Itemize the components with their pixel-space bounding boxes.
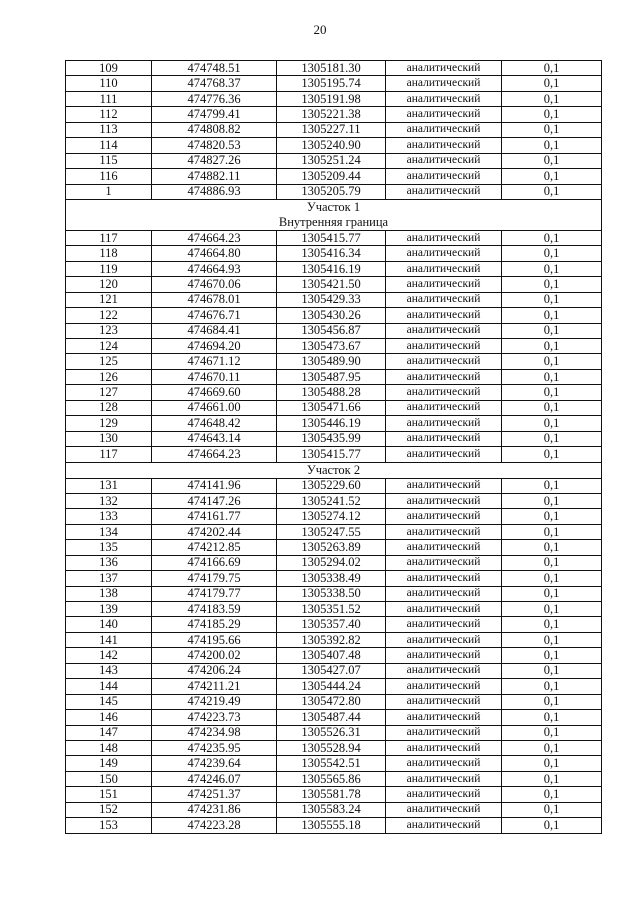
y-coordinate-cell: 1305357.40 bbox=[277, 617, 386, 632]
point-number-cell: 111 bbox=[66, 91, 152, 106]
x-coordinate-cell: 474185.29 bbox=[152, 617, 277, 632]
table-row bbox=[66, 76, 602, 91]
table-row bbox=[66, 478, 602, 493]
accuracy-cell: 0,1 bbox=[502, 756, 602, 771]
x-coordinate-cell: 474223.28 bbox=[152, 818, 277, 833]
method-cell: аналитический bbox=[386, 76, 502, 91]
y-coordinate-cell: 1305338.49 bbox=[277, 571, 386, 586]
y-coordinate-cell: 1305263.89 bbox=[277, 540, 386, 555]
method-cell: аналитический bbox=[386, 323, 502, 338]
coordinates-table-body bbox=[66, 61, 602, 834]
table-row bbox=[66, 632, 602, 647]
point-number-cell: 113 bbox=[66, 122, 152, 137]
table-row bbox=[66, 694, 602, 709]
method-cell: аналитический bbox=[386, 169, 502, 184]
y-coordinate-cell: 1305429.33 bbox=[277, 292, 386, 307]
method-cell: аналитический bbox=[386, 663, 502, 678]
table-row bbox=[66, 277, 602, 292]
accuracy-cell: 0,1 bbox=[502, 648, 602, 663]
point-number-cell: 109 bbox=[66, 61, 152, 76]
x-coordinate-cell: 474195.66 bbox=[152, 632, 277, 647]
method-cell: аналитический bbox=[386, 431, 502, 446]
accuracy-cell: 0,1 bbox=[502, 771, 602, 786]
point-number-cell: 136 bbox=[66, 555, 152, 570]
y-coordinate-cell: 1305416.19 bbox=[277, 261, 386, 276]
method-cell: аналитический bbox=[386, 61, 502, 76]
method-cell: аналитический bbox=[386, 555, 502, 570]
x-coordinate-cell: 474235.95 bbox=[152, 740, 277, 755]
accuracy-cell: 0,1 bbox=[502, 122, 602, 137]
table-row bbox=[66, 354, 602, 369]
point-number-cell: 152 bbox=[66, 802, 152, 817]
x-coordinate-cell: 474206.24 bbox=[152, 663, 277, 678]
point-number-cell: 138 bbox=[66, 586, 152, 601]
point-number-cell: 114 bbox=[66, 138, 152, 153]
table-row bbox=[66, 617, 602, 632]
table-row bbox=[66, 339, 602, 354]
table-row bbox=[66, 292, 602, 307]
table-row bbox=[66, 710, 602, 725]
y-coordinate-cell: 1305456.87 bbox=[277, 323, 386, 338]
method-cell: аналитический bbox=[386, 648, 502, 663]
point-number-cell: 128 bbox=[66, 400, 152, 415]
x-coordinate-cell: 474768.37 bbox=[152, 76, 277, 91]
method-cell: аналитический bbox=[386, 802, 502, 817]
method-cell: аналитический bbox=[386, 694, 502, 709]
accuracy-cell: 0,1 bbox=[502, 292, 602, 307]
table-row bbox=[66, 369, 602, 384]
accuracy-cell: 0,1 bbox=[502, 385, 602, 400]
x-coordinate-cell: 474694.20 bbox=[152, 339, 277, 354]
y-coordinate-cell: 1305294.02 bbox=[277, 555, 386, 570]
y-coordinate-cell: 1305351.52 bbox=[277, 602, 386, 617]
x-coordinate-cell: 474212.85 bbox=[152, 540, 277, 555]
table-row bbox=[66, 555, 602, 570]
accuracy-cell: 0,1 bbox=[502, 230, 602, 245]
y-coordinate-cell: 1305251.24 bbox=[277, 153, 386, 168]
x-coordinate-cell: 474820.53 bbox=[152, 138, 277, 153]
point-number-cell: 147 bbox=[66, 725, 152, 740]
x-coordinate-cell: 474179.75 bbox=[152, 571, 277, 586]
x-coordinate-cell: 474231.86 bbox=[152, 802, 277, 817]
accuracy-cell: 0,1 bbox=[502, 617, 602, 632]
accuracy-cell: 0,1 bbox=[502, 400, 602, 415]
table-row bbox=[66, 725, 602, 740]
accuracy-cell: 0,1 bbox=[502, 509, 602, 524]
accuracy-cell: 0,1 bbox=[502, 308, 602, 323]
y-coordinate-cell: 1305542.51 bbox=[277, 756, 386, 771]
x-coordinate-cell: 474664.23 bbox=[152, 447, 277, 462]
x-coordinate-cell: 474808.82 bbox=[152, 122, 277, 137]
y-coordinate-cell: 1305555.18 bbox=[277, 818, 386, 833]
table-row bbox=[66, 385, 602, 400]
point-number-cell: 124 bbox=[66, 339, 152, 354]
accuracy-cell: 0,1 bbox=[502, 571, 602, 586]
x-coordinate-cell: 474661.00 bbox=[152, 400, 277, 415]
point-number-cell: 145 bbox=[66, 694, 152, 709]
y-coordinate-cell: 1305407.48 bbox=[277, 648, 386, 663]
x-coordinate-cell: 474748.51 bbox=[152, 61, 277, 76]
y-coordinate-cell: 1305209.44 bbox=[277, 169, 386, 184]
method-cell: аналитический bbox=[386, 740, 502, 755]
table-row bbox=[66, 61, 602, 76]
point-number-cell: 129 bbox=[66, 416, 152, 431]
y-coordinate-cell: 1305205.79 bbox=[277, 184, 386, 199]
accuracy-cell: 0,1 bbox=[502, 787, 602, 802]
table-row bbox=[66, 818, 602, 833]
x-coordinate-cell: 474776.36 bbox=[152, 91, 277, 106]
table-row bbox=[66, 679, 602, 694]
y-coordinate-cell: 1305421.50 bbox=[277, 277, 386, 292]
x-coordinate-cell: 474882.11 bbox=[152, 169, 277, 184]
accuracy-cell: 0,1 bbox=[502, 246, 602, 261]
y-coordinate-cell: 1305338.50 bbox=[277, 586, 386, 601]
table-row bbox=[66, 169, 602, 184]
accuracy-cell: 0,1 bbox=[502, 524, 602, 539]
table-row bbox=[66, 261, 602, 276]
section-title: Участок 1 bbox=[306, 199, 361, 214]
point-number-cell: 153 bbox=[66, 818, 152, 833]
accuracy-cell: 0,1 bbox=[502, 138, 602, 153]
point-number-cell: 139 bbox=[66, 602, 152, 617]
method-cell: аналитический bbox=[386, 787, 502, 802]
point-number-cell: 135 bbox=[66, 540, 152, 555]
section-header-cell bbox=[66, 462, 602, 478]
method-cell: аналитический bbox=[386, 292, 502, 307]
point-number-cell: 118 bbox=[66, 246, 152, 261]
accuracy-cell: 0,1 bbox=[502, 323, 602, 338]
point-number-cell: 123 bbox=[66, 323, 152, 338]
accuracy-cell: 0,1 bbox=[502, 586, 602, 601]
point-number-cell: 132 bbox=[66, 493, 152, 508]
method-cell: аналитический bbox=[386, 540, 502, 555]
accuracy-cell: 0,1 bbox=[502, 416, 602, 431]
point-number-cell: 115 bbox=[66, 153, 152, 168]
x-coordinate-cell: 474664.23 bbox=[152, 230, 277, 245]
section-header-row bbox=[66, 199, 602, 230]
point-number-cell: 134 bbox=[66, 524, 152, 539]
y-coordinate-cell: 1305488.28 bbox=[277, 385, 386, 400]
y-coordinate-cell: 1305565.86 bbox=[277, 771, 386, 786]
y-coordinate-cell: 1305471.66 bbox=[277, 400, 386, 415]
method-cell: аналитический bbox=[386, 308, 502, 323]
table-row bbox=[66, 493, 602, 508]
method-cell: аналитический bbox=[386, 447, 502, 462]
y-coordinate-cell: 1305526.31 bbox=[277, 725, 386, 740]
accuracy-cell: 0,1 bbox=[502, 107, 602, 122]
accuracy-cell: 0,1 bbox=[502, 740, 602, 755]
accuracy-cell: 0,1 bbox=[502, 431, 602, 446]
x-coordinate-cell: 474648.42 bbox=[152, 416, 277, 431]
y-coordinate-cell: 1305181.30 bbox=[277, 61, 386, 76]
table-row bbox=[66, 246, 602, 261]
point-number-cell: 141 bbox=[66, 632, 152, 647]
point-number-cell: 116 bbox=[66, 169, 152, 184]
y-coordinate-cell: 1305241.52 bbox=[277, 493, 386, 508]
accuracy-cell: 0,1 bbox=[502, 153, 602, 168]
point-number-cell: 144 bbox=[66, 679, 152, 694]
accuracy-cell: 0,1 bbox=[502, 710, 602, 725]
method-cell: аналитический bbox=[386, 818, 502, 833]
x-coordinate-cell: 474202.44 bbox=[152, 524, 277, 539]
x-coordinate-cell: 474246.07 bbox=[152, 771, 277, 786]
accuracy-cell: 0,1 bbox=[502, 447, 602, 462]
method-cell: аналитический bbox=[386, 122, 502, 137]
y-coordinate-cell: 1305416.34 bbox=[277, 246, 386, 261]
section-title: Внутренняя граница bbox=[278, 214, 389, 229]
x-coordinate-cell: 474676.71 bbox=[152, 308, 277, 323]
table-row bbox=[66, 648, 602, 663]
accuracy-cell: 0,1 bbox=[502, 632, 602, 647]
x-coordinate-cell: 474161.77 bbox=[152, 509, 277, 524]
table-row bbox=[66, 323, 602, 338]
y-coordinate-cell: 1305581.78 bbox=[277, 787, 386, 802]
x-coordinate-cell: 474684.41 bbox=[152, 323, 277, 338]
section-header-cell bbox=[66, 199, 602, 230]
point-number-cell: 126 bbox=[66, 369, 152, 384]
method-cell: аналитический bbox=[386, 617, 502, 632]
point-number-cell: 150 bbox=[66, 771, 152, 786]
point-number-cell: 149 bbox=[66, 756, 152, 771]
x-coordinate-cell: 474147.26 bbox=[152, 493, 277, 508]
y-coordinate-cell: 1305430.26 bbox=[277, 308, 386, 323]
point-number-cell: 146 bbox=[66, 710, 152, 725]
y-coordinate-cell: 1305446.19 bbox=[277, 416, 386, 431]
x-coordinate-cell: 474678.01 bbox=[152, 292, 277, 307]
point-number-cell: 151 bbox=[66, 787, 152, 802]
table-row bbox=[66, 756, 602, 771]
table-row bbox=[66, 91, 602, 106]
y-coordinate-cell: 1305487.44 bbox=[277, 710, 386, 725]
x-coordinate-cell: 474671.12 bbox=[152, 354, 277, 369]
table-row bbox=[66, 431, 602, 446]
y-coordinate-cell: 1305229.60 bbox=[277, 478, 386, 493]
x-coordinate-cell: 474669.60 bbox=[152, 385, 277, 400]
page-number: 20 bbox=[313, 22, 327, 37]
method-cell: аналитический bbox=[386, 571, 502, 586]
table-row bbox=[66, 509, 602, 524]
table-row bbox=[66, 138, 602, 153]
table-row bbox=[66, 602, 602, 617]
coordinates-table bbox=[65, 60, 602, 834]
section-title: Участок 2 bbox=[306, 462, 361, 477]
method-cell: аналитический bbox=[386, 385, 502, 400]
point-number-cell: 137 bbox=[66, 571, 152, 586]
y-coordinate-cell: 1305227.11 bbox=[277, 122, 386, 137]
accuracy-cell: 0,1 bbox=[502, 818, 602, 833]
accuracy-cell: 0,1 bbox=[502, 76, 602, 91]
table-row bbox=[66, 400, 602, 415]
x-coordinate-cell: 474251.37 bbox=[152, 787, 277, 802]
method-cell: аналитический bbox=[386, 416, 502, 431]
accuracy-cell: 0,1 bbox=[502, 555, 602, 570]
point-number-cell: 117 bbox=[66, 230, 152, 245]
table-row bbox=[66, 308, 602, 323]
x-coordinate-cell: 474664.80 bbox=[152, 246, 277, 261]
x-coordinate-cell: 474234.98 bbox=[152, 725, 277, 740]
y-coordinate-cell: 1305191.98 bbox=[277, 91, 386, 106]
point-number-cell: 130 bbox=[66, 431, 152, 446]
x-coordinate-cell: 474141.96 bbox=[152, 478, 277, 493]
accuracy-cell: 0,1 bbox=[502, 354, 602, 369]
accuracy-cell: 0,1 bbox=[502, 91, 602, 106]
point-number-cell: 127 bbox=[66, 385, 152, 400]
accuracy-cell: 0,1 bbox=[502, 169, 602, 184]
method-cell: аналитический bbox=[386, 493, 502, 508]
method-cell: аналитический bbox=[386, 91, 502, 106]
point-number-cell: 112 bbox=[66, 107, 152, 122]
x-coordinate-cell: 474664.93 bbox=[152, 261, 277, 276]
method-cell: аналитический bbox=[386, 725, 502, 740]
x-coordinate-cell: 474179.77 bbox=[152, 586, 277, 601]
table-row bbox=[66, 771, 602, 786]
x-coordinate-cell: 474223.73 bbox=[152, 710, 277, 725]
method-cell: аналитический bbox=[386, 524, 502, 539]
x-coordinate-cell: 474643.14 bbox=[152, 431, 277, 446]
y-coordinate-cell: 1305392.82 bbox=[277, 632, 386, 647]
point-number-cell: 142 bbox=[66, 648, 152, 663]
section-header-row bbox=[66, 462, 602, 478]
point-number-cell: 121 bbox=[66, 292, 152, 307]
point-number-cell: 148 bbox=[66, 740, 152, 755]
table-row bbox=[66, 571, 602, 586]
y-coordinate-cell: 1305427.07 bbox=[277, 663, 386, 678]
y-coordinate-cell: 1305247.55 bbox=[277, 524, 386, 539]
x-coordinate-cell: 474166.69 bbox=[152, 555, 277, 570]
x-coordinate-cell: 474799.41 bbox=[152, 107, 277, 122]
point-number-cell: 120 bbox=[66, 277, 152, 292]
x-coordinate-cell: 474670.06 bbox=[152, 277, 277, 292]
y-coordinate-cell: 1305489.90 bbox=[277, 354, 386, 369]
y-coordinate-cell: 1305274.12 bbox=[277, 509, 386, 524]
accuracy-cell: 0,1 bbox=[502, 694, 602, 709]
x-coordinate-cell: 474211.21 bbox=[152, 679, 277, 694]
table-row bbox=[66, 524, 602, 539]
method-cell: аналитический bbox=[386, 107, 502, 122]
table-row bbox=[66, 740, 602, 755]
method-cell: аналитический bbox=[386, 602, 502, 617]
table-row bbox=[66, 447, 602, 462]
point-number-cell: 140 bbox=[66, 617, 152, 632]
method-cell: аналитический bbox=[386, 230, 502, 245]
method-cell: аналитический bbox=[386, 509, 502, 524]
table-row bbox=[66, 230, 602, 245]
accuracy-cell: 0,1 bbox=[502, 663, 602, 678]
table-row bbox=[66, 416, 602, 431]
table-row bbox=[66, 663, 602, 678]
accuracy-cell: 0,1 bbox=[502, 493, 602, 508]
method-cell: аналитический bbox=[386, 138, 502, 153]
method-cell: аналитический bbox=[386, 756, 502, 771]
method-cell: аналитический bbox=[386, 354, 502, 369]
point-number-cell: 1 bbox=[66, 184, 152, 199]
table-row bbox=[66, 184, 602, 199]
method-cell: аналитический bbox=[386, 153, 502, 168]
method-cell: аналитический bbox=[386, 710, 502, 725]
y-coordinate-cell: 1305487.95 bbox=[277, 369, 386, 384]
x-coordinate-cell: 474886.93 bbox=[152, 184, 277, 199]
y-coordinate-cell: 1305444.24 bbox=[277, 679, 386, 694]
x-coordinate-cell: 474670.11 bbox=[152, 369, 277, 384]
table-row bbox=[66, 787, 602, 802]
table-row bbox=[66, 153, 602, 168]
y-coordinate-cell: 1305415.77 bbox=[277, 447, 386, 462]
y-coordinate-cell: 1305435.99 bbox=[277, 431, 386, 446]
point-number-cell: 119 bbox=[66, 261, 152, 276]
point-number-cell: 131 bbox=[66, 478, 152, 493]
method-cell: аналитический bbox=[386, 478, 502, 493]
method-cell: аналитический bbox=[386, 339, 502, 354]
accuracy-cell: 0,1 bbox=[502, 725, 602, 740]
y-coordinate-cell: 1305472.80 bbox=[277, 694, 386, 709]
x-coordinate-cell: 474239.64 bbox=[152, 756, 277, 771]
method-cell: аналитический bbox=[386, 369, 502, 384]
table-row bbox=[66, 586, 602, 601]
point-number-cell: 125 bbox=[66, 354, 152, 369]
x-coordinate-cell: 474827.26 bbox=[152, 153, 277, 168]
y-coordinate-cell: 1305528.94 bbox=[277, 740, 386, 755]
y-coordinate-cell: 1305221.38 bbox=[277, 107, 386, 122]
method-cell: аналитический bbox=[386, 246, 502, 261]
accuracy-cell: 0,1 bbox=[502, 478, 602, 493]
x-coordinate-cell: 474200.02 bbox=[152, 648, 277, 663]
accuracy-cell: 0,1 bbox=[502, 339, 602, 354]
y-coordinate-cell: 1305473.67 bbox=[277, 339, 386, 354]
method-cell: аналитический bbox=[386, 771, 502, 786]
table-row bbox=[66, 107, 602, 122]
method-cell: аналитический bbox=[386, 277, 502, 292]
accuracy-cell: 0,1 bbox=[502, 802, 602, 817]
accuracy-cell: 0,1 bbox=[502, 602, 602, 617]
method-cell: аналитический bbox=[386, 586, 502, 601]
point-number-cell: 122 bbox=[66, 308, 152, 323]
method-cell: аналитический bbox=[386, 184, 502, 199]
accuracy-cell: 0,1 bbox=[502, 369, 602, 384]
y-coordinate-cell: 1305240.90 bbox=[277, 138, 386, 153]
y-coordinate-cell: 1305583.24 bbox=[277, 802, 386, 817]
point-number-cell: 133 bbox=[66, 509, 152, 524]
point-number-cell: 117 bbox=[66, 447, 152, 462]
accuracy-cell: 0,1 bbox=[502, 261, 602, 276]
method-cell: аналитический bbox=[386, 679, 502, 694]
y-coordinate-cell: 1305195.74 bbox=[277, 76, 386, 91]
accuracy-cell: 0,1 bbox=[502, 61, 602, 76]
accuracy-cell: 0,1 bbox=[502, 277, 602, 292]
x-coordinate-cell: 474219.49 bbox=[152, 694, 277, 709]
method-cell: аналитический bbox=[386, 632, 502, 647]
method-cell: аналитический bbox=[386, 400, 502, 415]
accuracy-cell: 0,1 bbox=[502, 184, 602, 199]
y-coordinate-cell: 1305415.77 bbox=[277, 230, 386, 245]
table-row bbox=[66, 122, 602, 137]
point-number-cell: 143 bbox=[66, 663, 152, 678]
accuracy-cell: 0,1 bbox=[502, 679, 602, 694]
table-row bbox=[66, 540, 602, 555]
x-coordinate-cell: 474183.59 bbox=[152, 602, 277, 617]
table-row bbox=[66, 802, 602, 817]
method-cell: аналитический bbox=[386, 261, 502, 276]
point-number-cell: 110 bbox=[66, 76, 152, 91]
accuracy-cell: 0,1 bbox=[502, 540, 602, 555]
